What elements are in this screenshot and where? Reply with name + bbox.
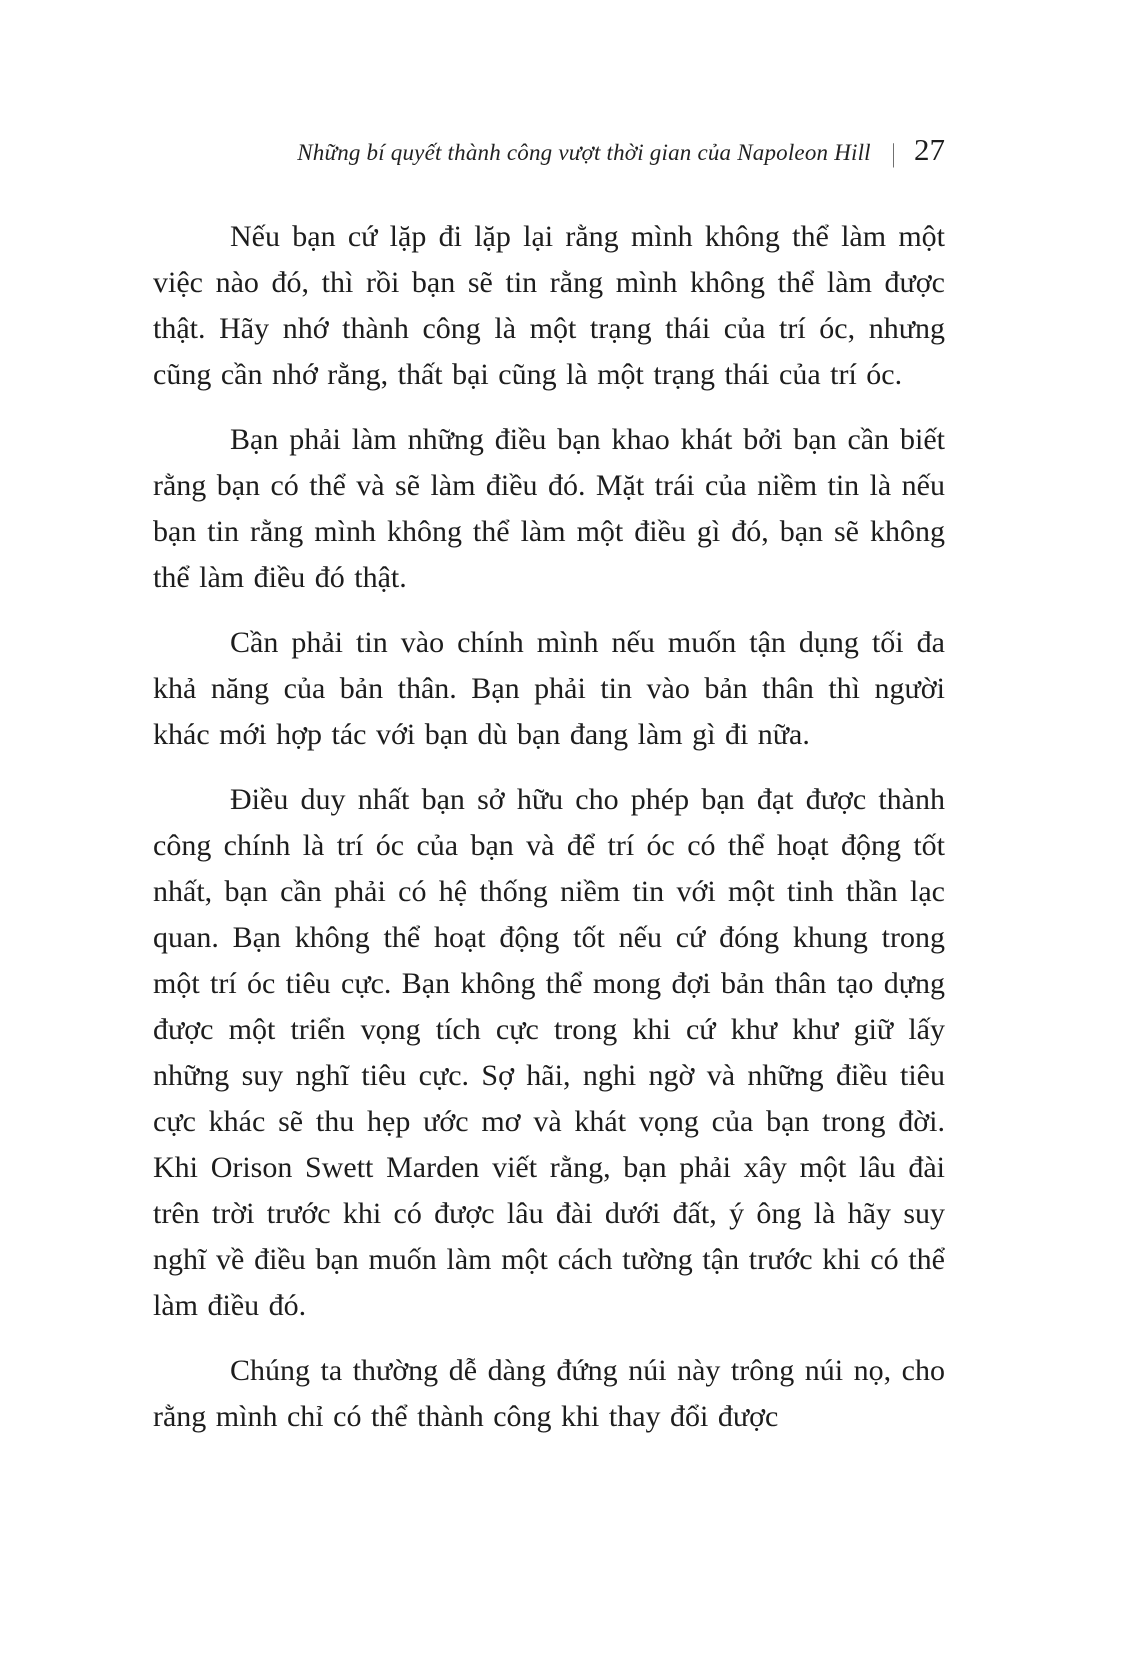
body-paragraph-1: Nếu bạn cứ lặp đi lặp lại rằng mình không thể làm một việc nào đó, thì rồi bạn sẽ tin rằng mình không thể làm được thật. Hãy nhớ thành công là một trạng thái của trí óc, nhưng cũng cần nhớ rằng, thất bại cũng là một trạng thái của trí óc. (153, 220, 945, 391)
body-paragraph-3: Cần phải tin vào chính mình nếu muốn tận dụng tối đa khả năng của bản thân. Bạn phải tin vào bản thân thì người khác mới hợp tác với bạn dù bạn đang làm gì đi nữa. (153, 626, 945, 751)
running-header (153, 134, 945, 167)
running-title: Những bí quyết thành công vượt thời gian của Napoleon Hill (297, 140, 871, 165)
body-paragraph-4: Điều duy nhất bạn sở hữu cho phép bạn đạt được thành công chính là trí óc của bạn và để trí óc có thể hoạt động tốt nhất, bạn cần phải có hệ thống niềm tin với một tinh thần lạc quan. Bạn không thể hoạt động tốt nếu cứ đóng khung trong một trí óc tiêu cực. Bạn không thể mong đợi bản thân tạo dựng được một triển vọng tích cực trong khi cứ khư khư giữ lấy những suy nghĩ tiêu cực. Sợ hãi, nghi ngờ và những điều tiêu cực khác sẽ thu hẹp ước mơ và khát vọng của bạn trong đời. Khi Orison Swett Marden viết rằng, bạn phải xây một lâu đài trên trời trước khi có được lâu đài dưới đất, ý ông là hãy suy nghĩ về điều bạn muốn làm một cách tường tận trước khi có thể làm điều đó. (153, 783, 945, 1322)
body-paragraph-2: Bạn phải làm những điều bạn khao khát bởi bạn cần biết rằng bạn có thể và sẽ làm điều đó. Mặt trái của niềm tin là nếu bạn tin rằng mình không thể làm một điều gì đó, bạn sẽ không thể làm điều đó thật. (153, 423, 945, 594)
header-separator: | (891, 139, 895, 168)
body-paragraph-5: Chúng ta thường dễ dàng đứng núi này trông núi nọ, cho rằng mình chỉ có thể thành công khi thay đổi được (153, 1354, 945, 1433)
page-content (153, 214, 945, 1440)
page-number: 27 (914, 132, 945, 167)
text-block (153, 0, 945, 1440)
